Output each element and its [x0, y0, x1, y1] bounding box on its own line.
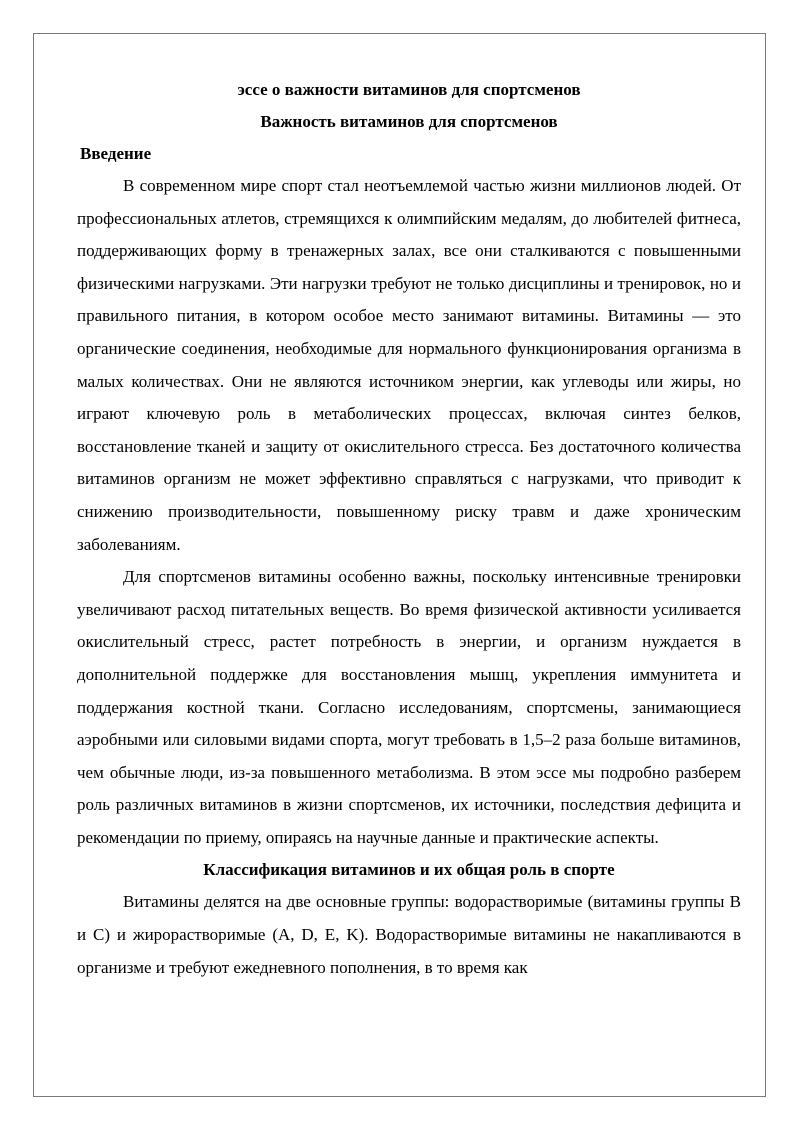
document-title: эссе о важности витаминов для спортсменов [237, 80, 581, 99]
document-body [77, 74, 741, 984]
section-heading-classification: Классификация витаминов и их общая роль в спорте [203, 860, 615, 880]
document-subtitle: Важность витаминов для спортсменов [260, 112, 558, 131]
section-heading-introduction: Введение [80, 144, 152, 163]
paragraph: Для спортсменов витамины особенно важны, поскольку интенсивные тренировки увеличивают расход питательных веществ. Во время физической активности усиливается окислительный стресс, растет потребность в энергии, и организм нуждается в дополнительной поддержке для восстановления мышц, укрепления иммунитета и поддержания костной ткани. Согласно исследованиям, спортсмены, занимающиеся аэробными или силовыми видами спорта, могут требовать в 1,5–2 раза больше витаминов, чем обычные люди, из-за повышенного метаболизма. В этом эссе мы подробно разберем роль различных витаминов в жизни спортсменов, их источники, последствия дефицита и рекомендации по приему, опираясь на научные данные и практические аспекты. [77, 567, 741, 847]
paragraph: В современном мире спорт стал неотъемлемой частью жизни миллионов людей. От профессиональных атлетов, стремящихся к олимпийским медалям, до любителей фитнеса, поддерживающих форму в тренажерных залах, все они сталкиваются с повышенными физическими нагрузками. Эти нагрузки требуют не только дисциплины и тренировок, но и правильного питания, в котором особое место занимают витамины. Витамины — это органические соединения, необходимые для нормального функционирования организма в малых количествах. Они не являются источником энергии, как углеводы или жиры, но играют ключевую роль в метаболических процессах, включая синтез белков, восстановление тканей и защиту от окислительного стресса. Без достаточного количества витаминов организм не может эффективно справляться с нагрузками, что приводит к снижению производительности, повышенному риску травм и даже хроническим заболеваниям. [77, 176, 741, 554]
paragraph: Витамины делятся на две основные группы: водорастворимые (витамины группы B и C) и жирорастворимые (A, D, E, K). Водорастворимые витамины не накапливаются в организме и требуют ежедневного пополнения, в то время как [77, 892, 741, 977]
